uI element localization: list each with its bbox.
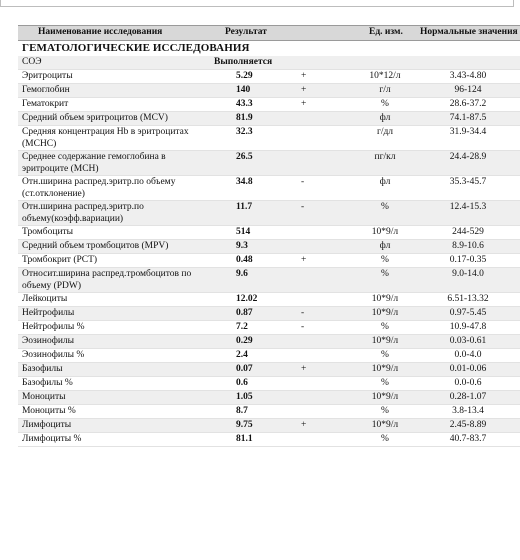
row-normal-range: 0.97-5.45	[449, 308, 487, 318]
row-flag: -	[301, 177, 305, 187]
header-col-norm: Нормальные значения	[420, 27, 518, 37]
row-normal-range: 2.45-8.89	[449, 420, 487, 430]
row-test-name: Средний объем эритроцитов (MCV)	[22, 113, 168, 123]
table-row	[18, 433, 520, 447]
row-normal-range: 3.8-13.4	[452, 406, 484, 416]
table-row	[18, 321, 520, 335]
table-row	[18, 391, 520, 405]
table-row	[18, 176, 520, 201]
row-result: 140	[236, 85, 251, 95]
row-unit: %	[381, 434, 389, 444]
row-result: 11.7	[236, 202, 253, 212]
row-unit: г/л	[379, 85, 391, 95]
row-unit: %	[381, 406, 389, 416]
row-result: 9.3	[236, 241, 248, 251]
row-test-name: Базофилы %	[22, 378, 73, 388]
row-result: 0.6	[236, 378, 248, 388]
row-flag: +	[301, 99, 307, 109]
row-normal-range: 9.0-14.0	[452, 269, 484, 279]
table-row	[18, 405, 520, 419]
row-test-name: Гематокрит	[22, 99, 69, 109]
row-unit: фл	[379, 241, 391, 251]
row-normal-range: 24.4-28.9	[449, 152, 487, 162]
row-unit: %	[381, 322, 389, 332]
row-normal-range: 6.51-13.32	[447, 294, 489, 304]
row-unit: %	[381, 269, 389, 279]
table-row	[18, 201, 520, 226]
row-flag: -	[301, 202, 305, 212]
row-result: 1.05	[236, 392, 253, 402]
table-row	[18, 56, 520, 70]
table-row	[18, 254, 520, 268]
table-row	[18, 84, 520, 98]
row-normal-range: 0.0-0.6	[454, 378, 482, 388]
row-unit: %	[381, 255, 389, 265]
row-result: 81.1	[236, 434, 253, 444]
results-table	[18, 56, 520, 447]
row-normal-range: 0.0-4.0	[454, 350, 482, 360]
table-row	[18, 98, 520, 112]
row-test-name: Моноциты	[22, 392, 66, 402]
row-unit: фл	[379, 177, 391, 187]
row-test-name: Эозинофилы %	[22, 350, 85, 360]
row-test-name: СОЭ	[22, 57, 42, 67]
row-result: 2.4	[236, 350, 248, 360]
row-flag: +	[301, 420, 307, 430]
row-unit: пг/кл	[374, 152, 396, 162]
row-test-name: Эозинофилы	[22, 336, 75, 346]
row-result: 0.87	[236, 308, 253, 318]
row-test-name: Отн.ширина распред.эритр.по объему(коэфф.вариации)	[22, 202, 144, 224]
table-row	[18, 293, 520, 307]
row-normal-range: 8.9-10.6	[452, 241, 484, 251]
row-result: 9.75	[236, 420, 253, 430]
row-normal-range: 0.17-0.35	[449, 255, 487, 265]
row-normal-range: 31.9-34.4	[449, 127, 487, 137]
row-result: 5.29	[236, 71, 253, 81]
row-result: 8.7	[236, 406, 248, 416]
table-header	[18, 25, 520, 41]
row-result: 26.5	[236, 152, 253, 162]
table-row	[18, 363, 520, 377]
row-result: 32.3	[236, 127, 253, 137]
row-test-name: Эритроциты	[22, 71, 73, 81]
row-normal-range: 96-124	[454, 85, 482, 95]
header-col-unit: Ед. изм.	[369, 27, 403, 37]
lab-report-sheet	[18, 25, 520, 447]
table-row	[18, 349, 520, 363]
row-test-name: Относит.ширина распред.тромбоцитов по объему (PDW)	[22, 269, 192, 291]
row-unit: 10*9/л	[371, 392, 399, 402]
row-result: Выполняется	[214, 57, 273, 67]
row-result: 9.6	[236, 269, 248, 279]
row-unit: г/дл	[376, 127, 394, 137]
row-test-name: Тромбоциты	[22, 227, 74, 237]
row-test-name: Тромбокрит (PCT)	[22, 255, 98, 265]
row-test-name: Средний объем тромбоцитов (MPV)	[22, 241, 169, 251]
row-flag: -	[301, 322, 305, 332]
table-row	[18, 112, 520, 126]
row-result: 514	[236, 227, 251, 237]
row-result: 12.02	[236, 294, 258, 304]
row-unit: 10*9/л	[371, 364, 399, 374]
row-test-name: Лимфоциты %	[22, 434, 82, 444]
table-row	[18, 307, 520, 321]
row-unit: 10*9/л	[371, 308, 399, 318]
row-flag: +	[301, 364, 307, 374]
row-result: 81.9	[236, 113, 253, 123]
row-test-name: Нейтрофилы	[22, 308, 75, 318]
row-test-name: Среднее содержание гемоглобина в эритроците (MCH)	[22, 152, 166, 174]
row-unit: 10*12/л	[369, 71, 401, 81]
row-normal-range: 244-529	[452, 227, 484, 237]
row-unit: %	[381, 99, 389, 109]
row-test-name: Базофилы	[22, 364, 63, 374]
row-result: 0.29	[236, 336, 253, 346]
row-flag: -	[301, 308, 305, 318]
row-test-name: Лимфоциты	[22, 420, 72, 430]
row-unit: %	[381, 378, 389, 388]
table-row	[18, 335, 520, 349]
table-row	[18, 226, 520, 240]
row-result: 43.3	[236, 99, 253, 109]
header-col-result: Результат	[225, 27, 267, 37]
row-normal-range: 40.7-83.7	[449, 434, 487, 444]
table-row	[18, 151, 520, 176]
row-test-name: Гемоглобин	[22, 85, 70, 95]
row-flag: +	[301, 71, 307, 81]
table-row	[18, 240, 520, 254]
row-unit: 10*9/л	[371, 420, 399, 430]
row-normal-range: 10.9-47.8	[449, 322, 487, 332]
row-flag: +	[301, 255, 307, 265]
row-result: 0.48	[236, 255, 253, 265]
table-row	[18, 268, 520, 293]
row-normal-range: 0.03-0.61	[449, 336, 487, 346]
row-unit: фл	[379, 113, 391, 123]
row-normal-range: 35.3-45.7	[449, 177, 487, 187]
row-normal-range: 0.01-0.06	[449, 364, 487, 374]
row-test-name: Отн.ширина распред.эритр.по объему (ст.отклонение)	[22, 177, 176, 199]
row-result: 0.07	[236, 364, 253, 374]
row-unit: %	[381, 350, 389, 360]
table-row	[18, 70, 520, 84]
row-result: 34.8	[236, 177, 253, 187]
row-test-name: Моноциты %	[22, 406, 76, 416]
section-title: ГЕМАТОЛОГИЧЕСКИЕ ИССЛЕДОВАНИЯ	[22, 42, 250, 54]
row-normal-range: 74.1-87.5	[449, 113, 487, 123]
table-row	[18, 419, 520, 433]
top-frame	[0, 0, 514, 7]
row-unit: %	[381, 202, 389, 212]
row-normal-range: 0.28-1.07	[449, 392, 487, 402]
row-unit: 10*9/л	[371, 336, 399, 346]
header-col-name: Наименование исследования	[38, 27, 163, 37]
row-test-name: Лейкоциты	[22, 294, 68, 304]
row-test-name: Средняя концентрация Hb в эритроцитах (MCHC)	[22, 127, 189, 149]
table-row	[18, 377, 520, 391]
table-row	[18, 126, 520, 151]
row-result: 7.2	[236, 322, 248, 332]
row-unit: 10*9/л	[371, 294, 399, 304]
row-unit: 10*9/л	[371, 227, 399, 237]
row-test-name: Нейтрофилы %	[22, 322, 85, 332]
row-flag: +	[301, 85, 307, 95]
row-normal-range: 12.4-15.3	[449, 202, 487, 212]
row-normal-range: 3.43-4.80	[449, 71, 487, 81]
row-normal-range: 28.6-37.2	[449, 99, 487, 109]
